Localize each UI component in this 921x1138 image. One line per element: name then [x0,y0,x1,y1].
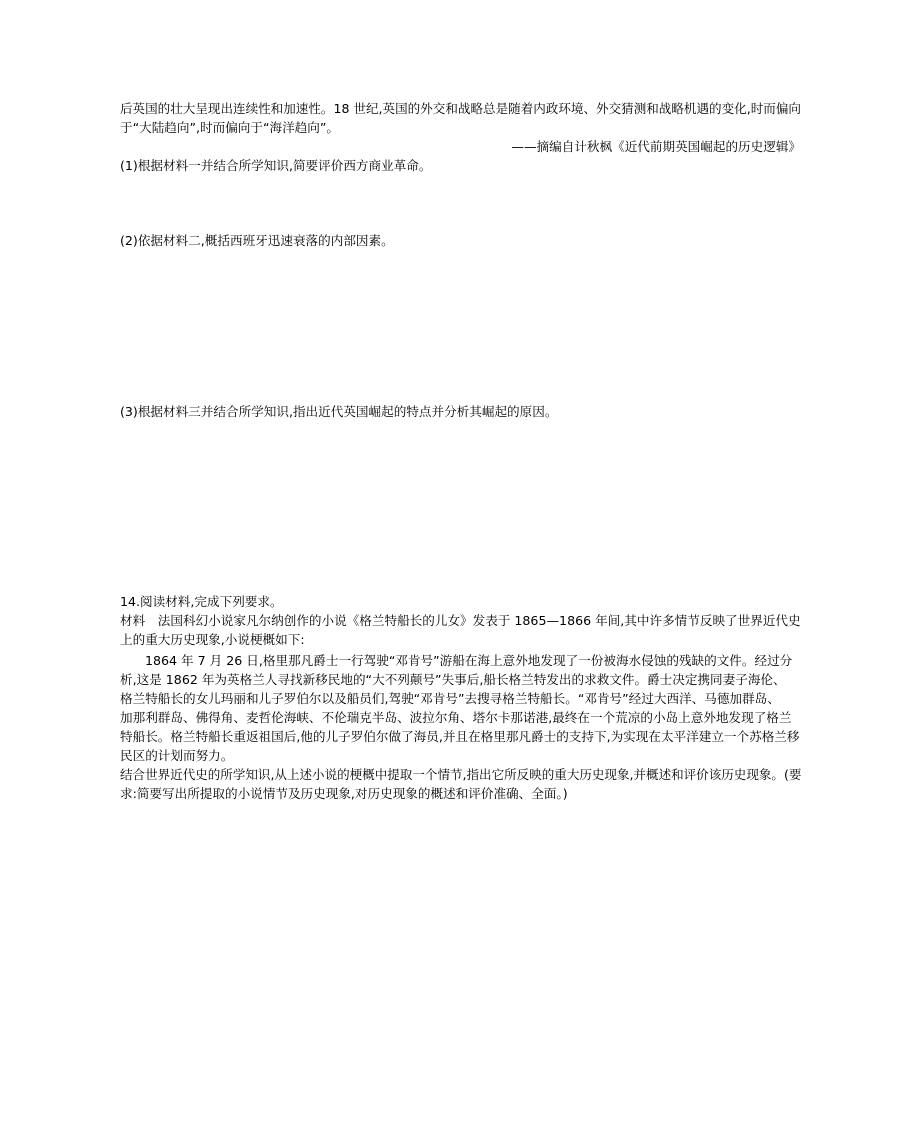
material-text-line: 后英国的壮大呈现出连续性和加速性。18 世纪,英国的外交和战略总是随着内政环境、外交猜测和战略机遇的变化,时而偏向 [120,101,801,116]
story-paragraph-line: 特船长。格兰特船长重返祖国后,他的儿子罗伯尔做了海员,并且在格里那凡爵士的支持下,为实现在太平洋建立一个苏格兰移 [120,729,800,744]
task-text-line: 结合世界近代史的所学知识,从上述小说的梗概中提取一个情节,指出它所反映的重大历史现象,并概述和评价该历史现象。(要 [120,767,802,782]
question-14-heading: 14.阅读材料,完成下列要求。 [120,594,283,609]
story-paragraph-line: 1864 年 7 月 26 日,格里那凡爵士一行驾驶“邓肯号”游船在海上意外地发现了一份被海水侵蚀的残缺的文件。经过分 [145,653,793,668]
story-paragraph-line: 析,这是 1862 年为英格兰人寻找新移民地的“大不列颠号”失事后,船长格兰特发出的求救文件。爵士决定携同妻子海伦、 [120,672,786,687]
story-paragraph-line: 民区的计划而努力。 [120,748,234,763]
question-13-1: (1)根据材料一并结合所学知识,简要评价西方商业革命。 [120,158,432,173]
material-text-line: 于“大陆趋向”,时而偏向于“海洋趋向”。 [120,120,340,135]
story-paragraph-line: 加那利群岛、佛得角、麦哲伦海峡、不伦瑞克半岛、波拉尔角、塔尔卡那诺港,最终在一个荒凉的小岛上意外地发现了格兰 [120,710,792,725]
question-14-intro-line: 材料 法国科幻小说家凡尔纳创作的小说《格兰特船长的儿女》发表于 1865—1866 年间,其中许多情节反映了世界近代史 [120,613,801,628]
question-13-2: (2)依据材料二,概括西班牙迅速衰落的内部因素。 [120,233,394,248]
task-text-line: 求:简要写出所提取的小说情节及历史现象,对历史现象的概述和评价准确、全面。) [120,786,568,801]
story-paragraph-line: 格兰特船长的女儿玛丽和儿子罗伯尔以及船员们,驾驶“邓肯号”去搜寻格兰特船长。“邓肯号”经过大西洋、马德加群岛、 [120,691,780,706]
question-13-3: (3)根据材料三并结合所学知识,指出近代英国崛起的特点并分析其崛起的原因。 [120,404,558,419]
material-source: ——摘编自计秋枫《近代前期英国崛起的历史逻辑》 [511,139,801,154]
question-14-intro-line: 上的重大历史现象,小说梗概如下: [120,632,305,647]
